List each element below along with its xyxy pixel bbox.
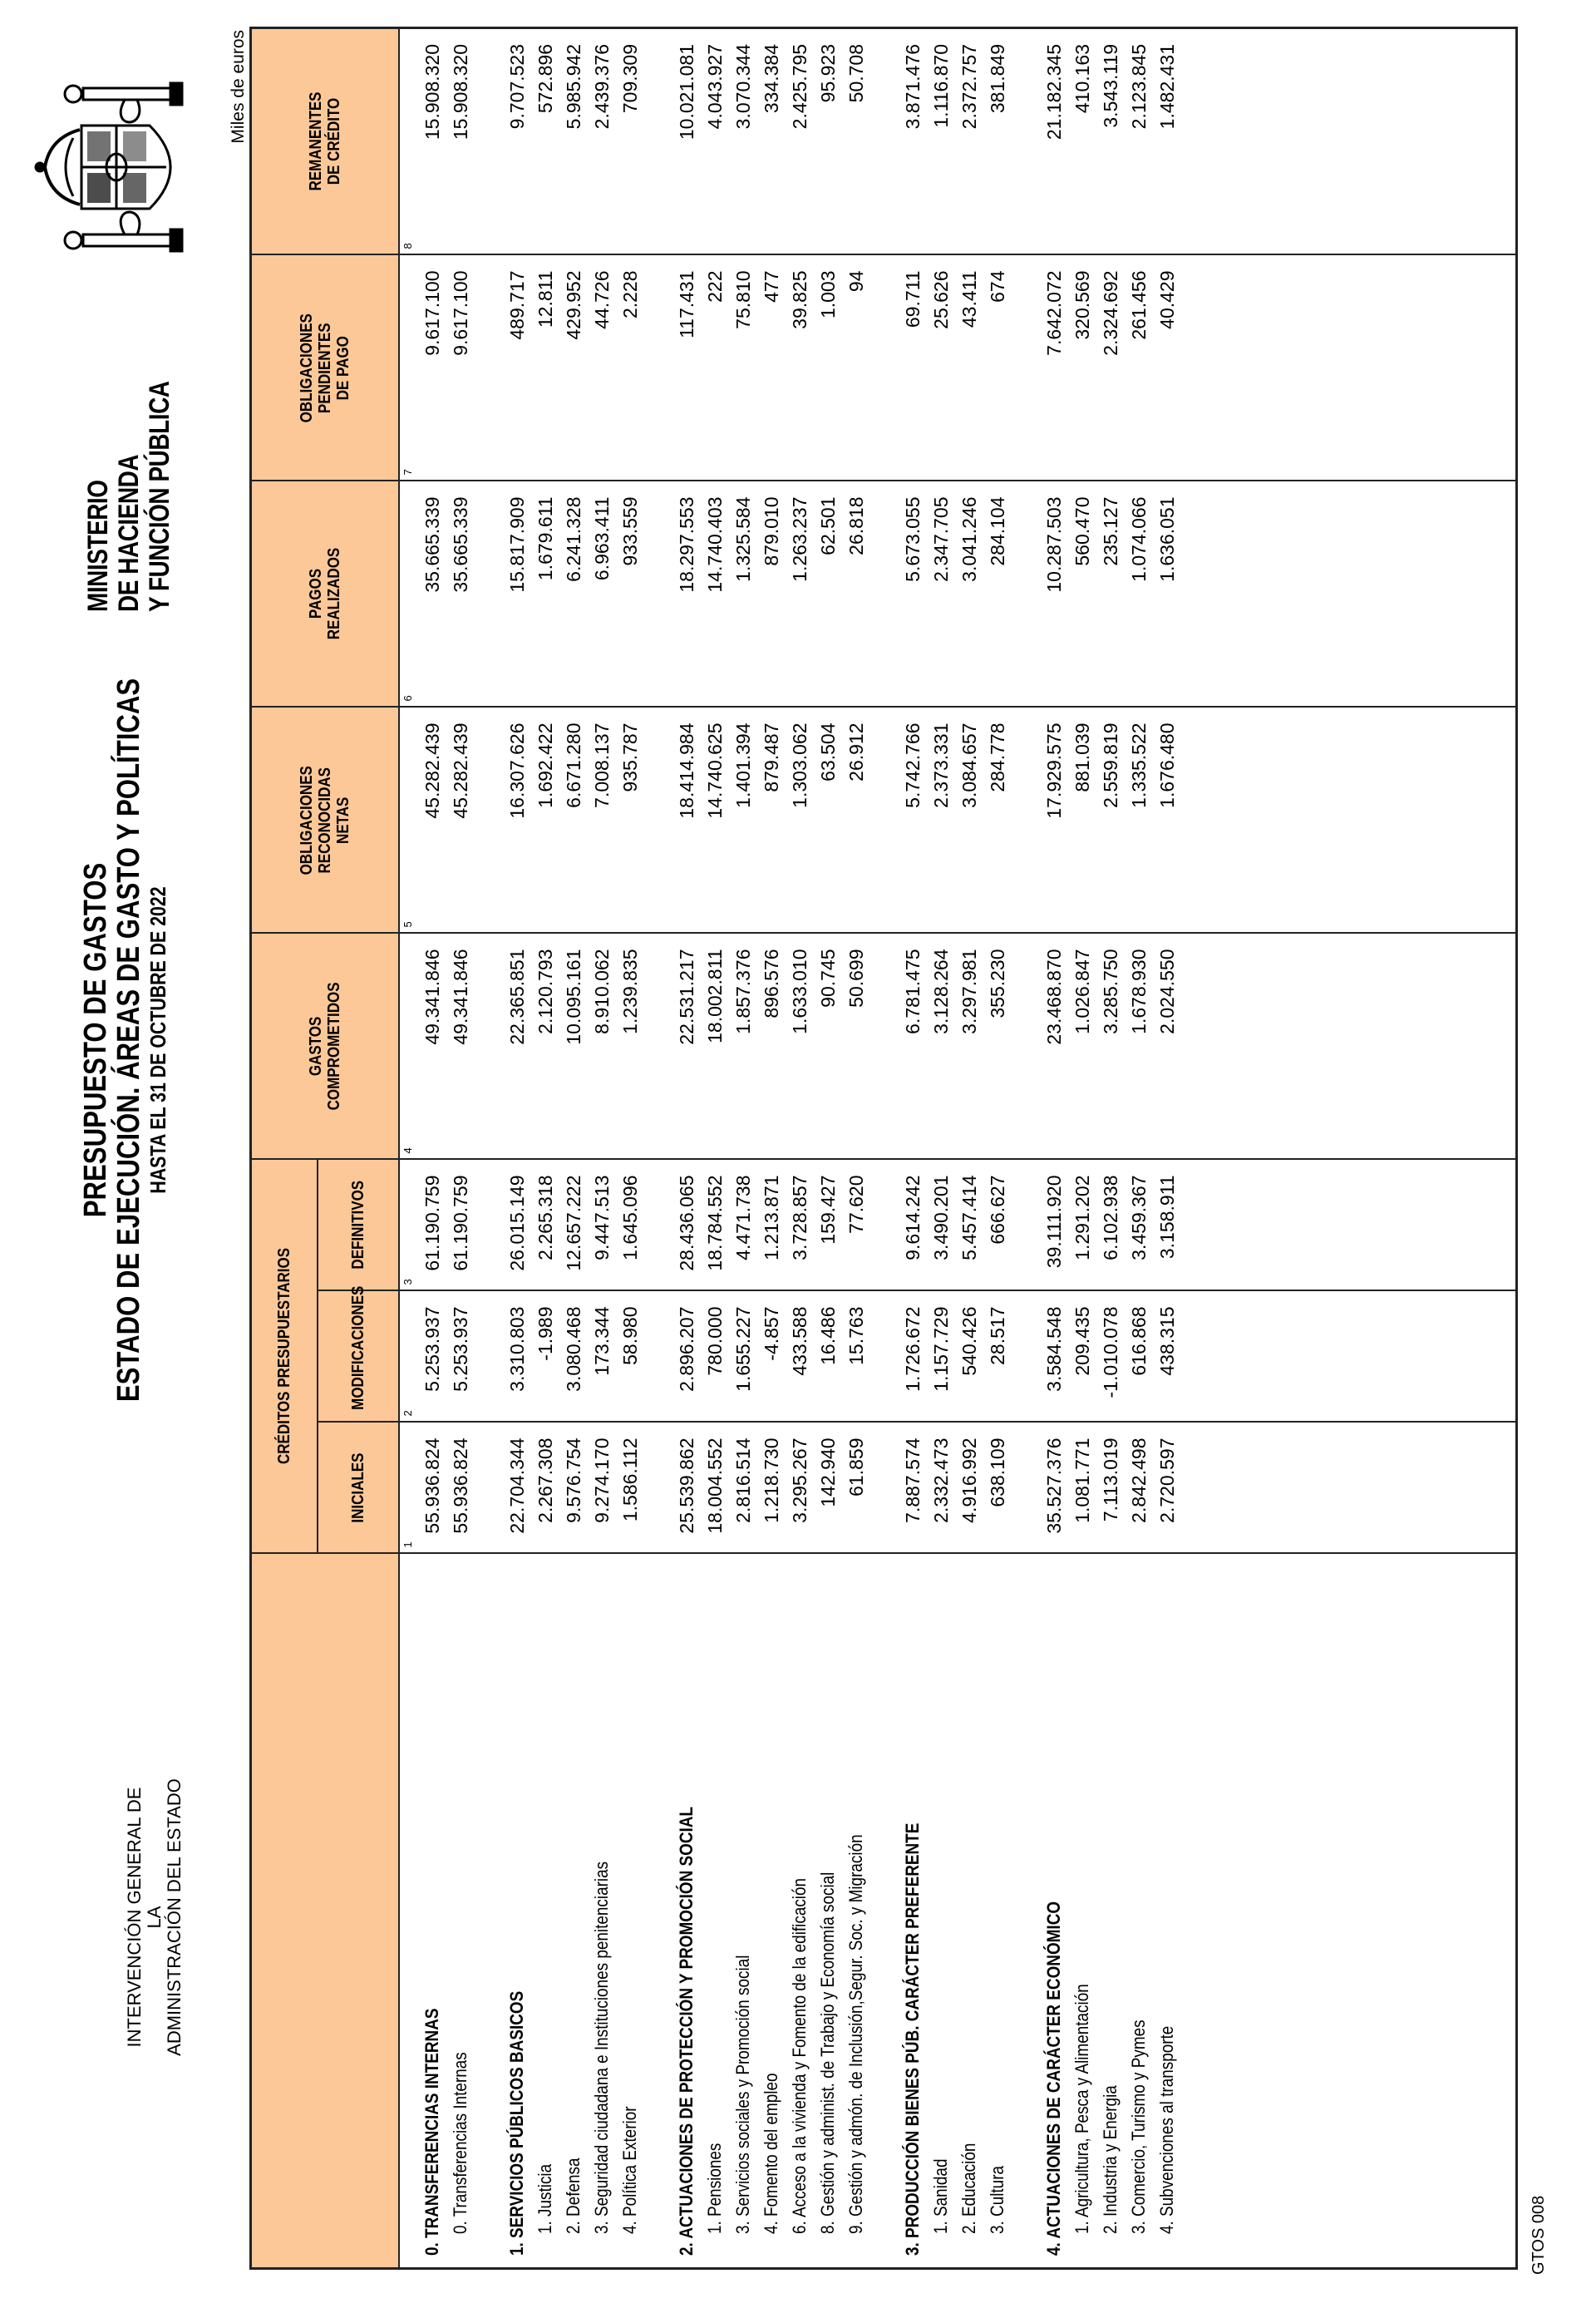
table-cell: 39.825 xyxy=(788,270,810,329)
subsection-row-label: 8. Gestión y administ. de Trabajo y Economía social xyxy=(816,1872,838,2234)
table-cell: 477 xyxy=(760,270,782,303)
table-cell: 12.811 xyxy=(534,270,556,328)
table-cell: 39.111.920 xyxy=(1042,1175,1065,1269)
table-cell: 45.282.439 xyxy=(449,722,471,819)
table-cell: 5.253.937 xyxy=(449,1306,471,1392)
units-label: Miles de euros xyxy=(229,30,248,144)
table-cell: 4.471.738 xyxy=(732,1175,754,1260)
table-cell: 12.657.222 xyxy=(562,1175,584,1271)
subsection-row-label: 1. Agricultura, Pesca y Alimentación xyxy=(1071,1984,1092,2234)
subsection-row-label: 3. Cultura xyxy=(986,2165,1007,2234)
table-cell: 22.531.217 xyxy=(675,949,697,1045)
table-cell: 4.916.992 xyxy=(958,1438,980,1523)
table-cell: 1.335.522 xyxy=(1127,722,1150,808)
subsection-row-label: 4. Fomento del empleo xyxy=(760,2073,781,2234)
table-cell: 3.080.468 xyxy=(562,1306,584,1392)
table-cell: 9.614.242 xyxy=(901,1175,924,1260)
table-cell: 616.868 xyxy=(1127,1306,1150,1376)
table-cell: 3.041.246 xyxy=(958,496,980,582)
header-col-7: OBLIGACIONES PENDIENTES DE PAGO xyxy=(251,254,399,481)
table-cell: 69.711 xyxy=(901,270,924,328)
table-cell: 15.817.909 xyxy=(505,496,528,593)
table-cell: 355.230 xyxy=(986,949,1008,1018)
table-cell: 21.182.345 xyxy=(1042,43,1065,141)
table-cell: 117.431 xyxy=(675,270,697,338)
table-cell: 14.740.403 xyxy=(703,496,726,593)
table-cell: 7.887.574 xyxy=(901,1438,924,1523)
table-cell: 9.274.170 xyxy=(590,1438,613,1523)
row-labels-column xyxy=(399,1554,1517,2269)
table-cell: 1.678.930 xyxy=(1127,949,1150,1034)
subsection-row-label: 2. Defensa xyxy=(562,2158,584,2234)
table-cell: 1.218.730 xyxy=(760,1438,782,1523)
table-cell: 709.309 xyxy=(618,43,641,114)
coat-of-arms-icon xyxy=(33,80,191,254)
table-cell: 429.952 xyxy=(562,270,584,340)
table-cell: 1.074.066 xyxy=(1127,496,1150,582)
values-col-4: 4 49.341.846 49.341.846 22.365.851 2.120.793 10.095.161 8.910.062 1.239.835 22.531.217 18.002.811 1.857.376 896.576 1.633.010 90.745 50.699 6.781.475 3.128.264 3.297.981 355.230 23.468.870 1.026.847 3.285.750 1.678.930 2.024.550 xyxy=(399,933,1517,1159)
table-cell: 438.315 xyxy=(1155,1306,1178,1376)
table-cell: 22.704.344 xyxy=(505,1438,528,1534)
subsection-row-label: 2. Educación xyxy=(958,2143,979,2234)
table-cell: 16.486 xyxy=(816,1306,839,1365)
values-col-8: 8 15.908.320 15.908.320 9.707.523 572.896 5.985.942 2.439.376 709.309 10.021.081 4.043.927 3.070.344 334.384 2.425.795 95.923 50.708 3.871.476 1.116.870 2.372.757 381.849 21.182.345 410.163 3.543.119 2.123.845 1.482.431 xyxy=(399,27,1517,254)
subsection-row-label: 4. Subvenciones al transporte xyxy=(1155,2025,1177,2234)
table-cell: 23.468.870 xyxy=(1042,949,1065,1045)
table-cell: 58.980 xyxy=(618,1306,641,1365)
table-cell: 3.297.981 xyxy=(958,949,980,1034)
table-cell: 10.287.503 xyxy=(1042,496,1065,593)
section-row-label: 2. ACTUACIONES DE PROTECCIÓN Y PROMOCIÓN SOCIAL xyxy=(675,1807,697,2256)
table-cell: 6.241.328 xyxy=(562,496,584,582)
table-cell: 935.787 xyxy=(618,722,641,792)
table-cell: 15.908.320 xyxy=(421,43,443,141)
table-cell: 49.341.846 xyxy=(421,949,443,1045)
table-cell: 433.588 xyxy=(788,1306,810,1376)
table-cell: 26.015.149 xyxy=(505,1175,528,1271)
table-cell: 10.095.161 xyxy=(562,949,584,1045)
values-col-5: 5 45.282.439 45.282.439 16.307.626 1.692.422 6.671.280 7.008.137 935.787 18.414.984 14.740.625 1.401.394 879.487 1.303.062 63.504 26.912 5.742.766 2.373.331 3.084.657 284.778 17.929.575 881.039 2.559.819 1.335.522 1.676.480 xyxy=(399,707,1517,933)
table-cell: 90.745 xyxy=(816,949,839,1008)
table-cell: 235.127 xyxy=(1099,496,1121,566)
section-row-label: 0. TRANSFERENCIAS INTERNAS xyxy=(421,2008,442,2256)
table-cell: 22.365.851 xyxy=(505,949,528,1045)
table-cell: 381.849 xyxy=(986,43,1008,114)
table-cell: 334.384 xyxy=(760,43,782,114)
table-cell: 2.816.514 xyxy=(732,1438,754,1523)
table-cell: 9.576.754 xyxy=(562,1438,584,1523)
values-col-1: 1 55.936.824 55.936.824 22.704.344 2.267.308 9.576.754 9.274.170 1.586.112 25.539.862 18.004.552 2.816.514 1.218.730 3.295.267 142.940 61.859 7.887.574 2.332.473 4.916.992 638.109 35.527.376 1.081.771 7.113.019 2.842.498 2.720.597 xyxy=(399,1423,1517,1554)
table-cell: 3.128.264 xyxy=(929,949,952,1034)
table-cell: 5.673.055 xyxy=(901,496,924,582)
ministry-name: MINISTERIO DE HACIENDA Y FUNCIÓN PÚBLICA xyxy=(82,381,175,612)
table-cell: 3.310.803 xyxy=(505,1306,528,1392)
agency-name: INTERVENCIÓN GENERAL DE LA ADMINISTRACIÓN DEL ESTADO xyxy=(124,1778,185,2056)
table-cell: 489.717 xyxy=(505,270,528,340)
table-cell: 560.470 xyxy=(1071,496,1093,566)
table-cell: 3.295.267 xyxy=(788,1438,810,1523)
table-cell: 2.324.692 xyxy=(1099,270,1121,356)
subsection-row-label: 3. Servicios sociales y Promoción social xyxy=(732,1955,753,2234)
table-cell: 1.676.480 xyxy=(1155,722,1178,808)
table-cell: 28.436.065 xyxy=(675,1175,697,1271)
table-cell: 61.859 xyxy=(845,1438,867,1497)
table-cell: 95.923 xyxy=(816,43,839,103)
subsection-row-label: 3. Comercio, Turismo y Pymes xyxy=(1127,2020,1149,2234)
table-cell: 1.157.729 xyxy=(929,1306,952,1392)
subsection-row-label: 6. Acceso a la vivienda y Fomento de la edificación xyxy=(788,1877,810,2234)
table-cell: 2.267.308 xyxy=(534,1438,556,1523)
table-cell: 1.239.835 xyxy=(618,949,641,1034)
header-creditos-group: CRÉDITOS PRESUPUESTARIOS xyxy=(251,1159,318,1553)
title-line-2: ESTADO DE EJECUCIÓN. ÁREAS DE GASTO Y POLÍTICAS xyxy=(111,678,146,1403)
subsection-row-label: 1. Justicia xyxy=(534,2163,555,2234)
table-cell: 1.081.771 xyxy=(1071,1438,1093,1523)
table-cell: 2.559.819 xyxy=(1099,722,1121,808)
table-cell: 15.763 xyxy=(845,1306,867,1365)
table-cell: 881.039 xyxy=(1071,722,1093,792)
header-col-6: PAGOS REALIZADOS xyxy=(251,481,399,707)
table-cell: 2.347.705 xyxy=(929,496,952,582)
values-col-7: 7 9.617.100 9.617.100 489.717 12.811 429.952 44.726 2.228 117.431 222 75.810 477 39.825 1.003 94 69.711 25.626 43.411 674 7.642.072 320.569 2.324.692 261.456 40.429 xyxy=(399,254,1517,481)
table-cell: 18.297.553 xyxy=(675,496,697,593)
table-cell: 16.307.626 xyxy=(505,722,528,819)
table-cell: 75.810 xyxy=(732,270,754,329)
table-cell: 25.626 xyxy=(929,270,952,329)
section-row-label: 1. SERVICIOS PÚBLICOS BASICOS xyxy=(505,1990,527,2256)
table-cell: 638.109 xyxy=(986,1438,1008,1507)
table-cell: 9.617.100 xyxy=(421,270,443,356)
header-col-2: MODIFICACIONES xyxy=(318,1291,399,1423)
table-cell: 2.024.550 xyxy=(1155,949,1178,1034)
table-cell: 18.004.552 xyxy=(703,1438,726,1534)
table-cell: 15.908.320 xyxy=(449,43,471,141)
table-cell: 1.636.051 xyxy=(1155,496,1178,582)
table-cell: 3.285.750 xyxy=(1099,949,1121,1034)
table-cell: 1.679.611 xyxy=(534,496,556,581)
table-cell: 284.104 xyxy=(986,496,1008,566)
table-cell: 9.707.523 xyxy=(505,43,528,130)
table-cell: 1.633.010 xyxy=(788,949,810,1034)
table-cell: 284.778 xyxy=(986,722,1008,792)
table-cell: 8.910.062 xyxy=(590,949,613,1034)
table-cell: 3.158.911 xyxy=(1155,1175,1178,1260)
header-col-3: DEFINITIVOS xyxy=(318,1159,399,1290)
table-cell: 1.003 xyxy=(816,270,839,319)
subsection-row-label: 0. Transferencias Internas xyxy=(449,2052,470,2234)
table-cell: 5.253.937 xyxy=(421,1306,443,1392)
table-cell: 61.190.759 xyxy=(449,1175,471,1271)
table-cell: 35.527.376 xyxy=(1042,1438,1065,1534)
table-cell: 50.708 xyxy=(845,43,867,103)
table-cell: 142.940 xyxy=(816,1438,839,1507)
table-cell: 1.586.112 xyxy=(618,1438,641,1522)
table-cell: 44.726 xyxy=(590,270,613,329)
table-cell: 159.427 xyxy=(816,1175,839,1245)
table-cell: 5.742.766 xyxy=(901,722,924,808)
table-cell: 209.435 xyxy=(1071,1306,1093,1376)
table-cell: 77.620 xyxy=(845,1175,867,1234)
table-cell: 61.190.759 xyxy=(421,1175,443,1271)
subsection-row-label: 1. Sanidad xyxy=(929,2158,951,2234)
table-cell: 1.263.237 xyxy=(788,496,810,582)
table-cell: 1.291.202 xyxy=(1071,1175,1093,1260)
table-cell: 1.726.672 xyxy=(901,1306,924,1392)
subsection-row-label: 9. Gestión y admón. de Inclusión,Segur. Soc. y Migración xyxy=(845,1834,866,2234)
table-cell: 25.539.862 xyxy=(675,1438,697,1534)
table-cell: 18.784.552 xyxy=(703,1175,726,1271)
title-line-1: PRESUPUESTO DE GASTOS xyxy=(78,862,113,1218)
table-cell: 4.043.927 xyxy=(703,43,726,130)
table-cell: 2.842.498 xyxy=(1127,1438,1150,1523)
table-cell: 2.425.795 xyxy=(788,43,810,130)
table-cell: 3.584.548 xyxy=(1042,1306,1065,1392)
table-cell: 7.113.019 xyxy=(1099,1438,1121,1522)
table-cell: 7.642.072 xyxy=(1042,270,1065,356)
table-cell: 6.102.938 xyxy=(1099,1175,1121,1260)
table-cell: 35.665.339 xyxy=(449,496,471,593)
table-cell: 3.459.367 xyxy=(1127,1175,1150,1260)
table-cell: 3.490.201 xyxy=(929,1175,952,1260)
budget-execution-table xyxy=(249,27,1518,2270)
table-cell: 7.008.137 xyxy=(590,722,613,808)
table-cell: 18.002.811 xyxy=(703,949,726,1043)
table-cell: 2.228 xyxy=(618,270,641,319)
table-cell: 879.487 xyxy=(760,722,782,792)
table-cell: 879.010 xyxy=(760,496,782,566)
table-cell: 50.699 xyxy=(845,949,867,1008)
table-cell: 173.344 xyxy=(590,1306,613,1376)
table-cell: 3.728.857 xyxy=(788,1175,810,1260)
table-cell: 18.414.984 xyxy=(675,722,697,819)
table-cell: 26.818 xyxy=(845,496,867,555)
table-cell: 3.871.476 xyxy=(901,43,924,130)
table-cell: 6.671.280 xyxy=(562,722,584,808)
table-cell: 43.411 xyxy=(958,270,980,328)
table-cell: 1.303.062 xyxy=(788,722,810,808)
table-cell: 2.439.376 xyxy=(590,43,613,130)
table-cell: 5.457.414 xyxy=(958,1175,980,1260)
table-cell: 55.936.824 xyxy=(449,1438,471,1534)
values-col-3: 3 61.190.759 61.190.759 26.015.149 2.265.318 12.657.222 9.447.513 1.645.096 28.436.065 18.784.552 4.471.738 1.213.871 3.728.857 159.427 77.620 9.614.242 3.490.201 5.457.414 666.627 39.111.920 1.291.202 6.102.938 3.459.367 3.158.911 xyxy=(399,1159,1517,1290)
table-cell: 49.341.846 xyxy=(449,949,471,1045)
table-cell: 674 xyxy=(986,270,1008,303)
report-title xyxy=(79,614,170,1467)
table-cell: 45.282.439 xyxy=(421,722,443,819)
table-cell: 62.501 xyxy=(816,496,839,555)
header-col-1: INICIALES xyxy=(318,1423,399,1554)
subsection-row-label: 4. Política Exterior xyxy=(618,2106,640,2234)
title-date: HASTA EL 31 DE OCTUBRE DE 2022 xyxy=(145,886,170,1194)
table-cell: 2.123.845 xyxy=(1127,43,1150,130)
section-row-label: 3. PRODUCCIÓN BIENES PÚB. CARÁCTER PREFERENTE xyxy=(901,1822,923,2256)
table-cell: 9.617.100 xyxy=(449,270,471,356)
table-cell: -1.010.078 xyxy=(1099,1306,1121,1398)
table-cell: -1.989 xyxy=(534,1306,556,1361)
table-cell: 1.026.847 xyxy=(1071,949,1093,1034)
table-cell: 1.692.422 xyxy=(534,722,556,808)
section-row-label: 4. ACTUACIONES DE CARÁCTER ECONÓMICO xyxy=(1042,1901,1064,2256)
subsection-row-label: 1. Pensiones xyxy=(703,2143,725,2234)
table-cell: 1.482.431 xyxy=(1155,43,1178,130)
table-cell: 320.569 xyxy=(1071,270,1093,340)
table-cell: 35.665.339 xyxy=(421,496,443,593)
values-col-6: 6 35.665.339 35.665.339 15.817.909 1.679.611 6.241.328 6.963.411 933.559 18.297.553 14.740.403 1.325.584 879.010 1.263.237 62.501 26.818 5.673.055 2.347.705 3.041.246 284.104 10.287.503 560.470 235.127 1.074.066 1.636.051 xyxy=(399,481,1517,707)
table-cell: 2.896.207 xyxy=(675,1306,697,1392)
table-cell: 666.627 xyxy=(986,1175,1008,1245)
table-cell: 10.021.081 xyxy=(675,43,697,141)
table-cell: 2.120.793 xyxy=(534,949,556,1034)
table-cell: 2.332.473 xyxy=(929,1438,952,1523)
values-col-2: 2 5.253.937 5.253.937 3.310.803 -1.989 3.080.468 173.344 58.980 2.896.207 780.000 1.655.227 -4.857 433.588 16.486 15.763 1.726.672 1.157.729 540.426 28.517 3.584.548 209.435 -1.010.078 616.868 438.315 xyxy=(399,1291,1517,1423)
table-cell: 26.912 xyxy=(845,722,867,782)
table-cell: 540.426 xyxy=(958,1306,980,1376)
table-cell: -4.857 xyxy=(760,1306,782,1361)
header-col-4: GASTOS COMPROMETIDOS xyxy=(251,933,399,1159)
table-cell: 2.372.757 xyxy=(958,43,980,130)
table-cell: 5.985.942 xyxy=(562,43,584,130)
table-cell: 63.504 xyxy=(816,722,839,782)
table-cell: 3.543.119 xyxy=(1099,43,1121,128)
table-body-row xyxy=(399,27,1517,2268)
table-cell: 1.116.870 xyxy=(929,43,952,128)
table-cell: 222 xyxy=(703,270,726,303)
table-cell: 6.781.475 xyxy=(901,949,924,1034)
table-cell: 14.740.625 xyxy=(703,722,726,819)
table-cell: 2.720.597 xyxy=(1155,1438,1178,1523)
table-cell: 780.000 xyxy=(703,1306,726,1376)
table-cell: 3.070.344 xyxy=(732,43,754,130)
table-cell: 94 xyxy=(845,270,867,293)
table-cell: 410.163 xyxy=(1071,43,1093,114)
table-cell: 40.429 xyxy=(1155,270,1178,329)
subsection-row-label: 2. Industria y Energia xyxy=(1099,2085,1121,2234)
table-cell: 55.936.824 xyxy=(421,1438,443,1534)
table-cell: 1.857.376 xyxy=(732,949,754,1034)
table-cell: 28.517 xyxy=(986,1306,1008,1365)
table-cell: 933.559 xyxy=(618,496,641,566)
table-cell: 1.401.394 xyxy=(732,722,754,808)
table-cell: 1.325.584 xyxy=(732,496,754,582)
table-cell: 2.373.331 xyxy=(929,722,952,808)
table-cell: 3.084.657 xyxy=(958,722,980,808)
header-col-5: OBLIGACIONES RECONOCIDAS NETAS xyxy=(251,707,399,933)
table-cell: 6.963.411 xyxy=(590,496,613,581)
table-cell: 261.456 xyxy=(1127,270,1150,340)
table-cell: 1.655.227 xyxy=(732,1306,754,1392)
table-cell: 17.929.575 xyxy=(1042,722,1065,819)
document-code: GTOS 008 xyxy=(1530,2195,1548,2275)
table-cell: 2.265.318 xyxy=(534,1175,556,1260)
subsection-row-label: 3. Seguridad ciudadana e Instituciones penitenciarias xyxy=(590,1861,612,2234)
table-cell: 1.645.096 xyxy=(618,1175,641,1260)
table-cell: 9.447.513 xyxy=(590,1175,613,1260)
table-cell: 896.576 xyxy=(760,949,782,1018)
header-label-column xyxy=(251,1554,399,2269)
header-col-8: REMANENTES DE CRÉDITO xyxy=(251,27,399,254)
table-cell: 1.213.871 xyxy=(760,1175,782,1260)
table-cell: 572.896 xyxy=(534,43,556,114)
